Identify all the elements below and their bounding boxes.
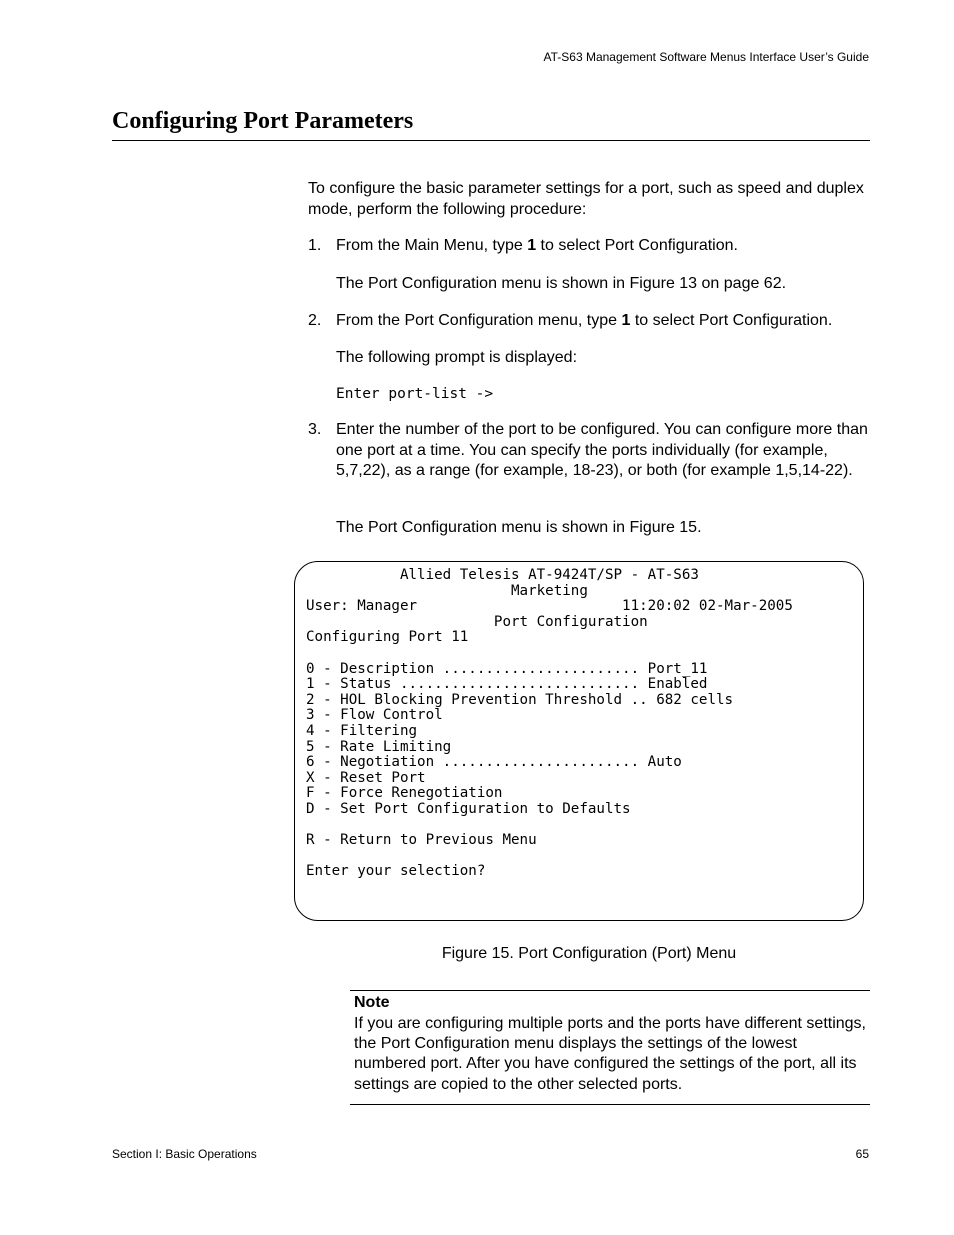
step-1-follow: The Port Configuration menu is shown in Figure 13 on page 62. — [336, 275, 787, 292]
terminal-line: Allied Telesis AT-9424T/SP - AT-S63 — [399, 567, 699, 583]
terminal-line: D - Set Port Configuration to Defaults — [306, 800, 631, 817]
terminal-line: R - Return to Previous Menu — [306, 832, 537, 849]
step-2-key: 1 — [621, 312, 631, 329]
note-bottom-rule — [350, 1104, 870, 1105]
terminal-line: Marketing — [510, 582, 588, 599]
title-rule — [112, 140, 870, 141]
terminal-line: User: Manager 11:20:02 02-Mar-2005 — [306, 598, 793, 615]
step-2-code: Enter port-list -> — [336, 386, 494, 402]
note-text: If you are configuring multiple ports and the ports have different settings, the Port Configuration menu displays the settings of the lowest numbered port. After you have configured the settings of the port, all its settings are copied to the other selected ports. — [354, 1015, 866, 1093]
step-1-key: 1 — [527, 237, 537, 254]
step-3-number: 3. — [308, 421, 322, 438]
terminal-line: 6 - Negotiation ....................... Auto — [306, 754, 682, 771]
note-title: Note — [354, 994, 390, 1011]
step-2-text: From the Port Configuration menu, type 1 to select Port Configuration. — [336, 312, 833, 329]
terminal-line: 2 - HOL Blocking Prevention Threshold .. 682 cells — [306, 691, 734, 708]
step-3-follow: The Port Configuration menu is shown in Figure 15. — [336, 519, 702, 536]
step-1-text: From the Main Menu, type 1 to select Port Configuration. — [336, 237, 738, 254]
terminal-line: X - Reset Port — [306, 769, 426, 786]
terminal-line: Port Configuration — [493, 613, 648, 630]
step-2-number: 2. — [308, 312, 322, 329]
step-2-follow: The following prompt is displayed: — [336, 349, 578, 366]
terminal-line: 5 - Rate Limiting — [306, 738, 452, 755]
step-3-text: Enter the number of the port to be configured. You can configure more than one port at a time. You can specify the ports individually (for example, 5,7,22), as a range (for example, 18-23), or both (for example 1,5,14-22). — [336, 421, 868, 479]
running-header: AT-S63 Management Software Menus Interface User’s Guide — [543, 50, 869, 64]
intro-paragraph: To configure the basic parameter settings for a port, such as speed and duplex mode, perform the following procedure: — [308, 180, 864, 218]
terminal-line: Configuring Port 11 — [306, 629, 469, 646]
page-title: Configuring Port Parameters — [112, 108, 414, 134]
terminal-line: 0 - Description ....................... Port_11 — [306, 660, 708, 677]
step-1-number: 1. — [308, 237, 322, 254]
terminal-text — [306, 568, 793, 880]
terminal-line: 4 - Filtering — [306, 722, 418, 739]
figure-caption: Figure 15. Port Configuration (Port) Menu — [441, 945, 737, 962]
footer-section: Section I: Basic Operations — [112, 1147, 257, 1161]
footer-page-number: 65 — [855, 1147, 869, 1161]
terminal-line: 1 - Status ............................ Enabled — [306, 676, 708, 693]
note-top-rule — [350, 990, 870, 991]
terminal-line: F - Force Renegotiation — [306, 785, 503, 802]
terminal-line: 3 - Flow Control — [306, 707, 443, 724]
terminal-line: Enter your selection? — [306, 863, 486, 880]
